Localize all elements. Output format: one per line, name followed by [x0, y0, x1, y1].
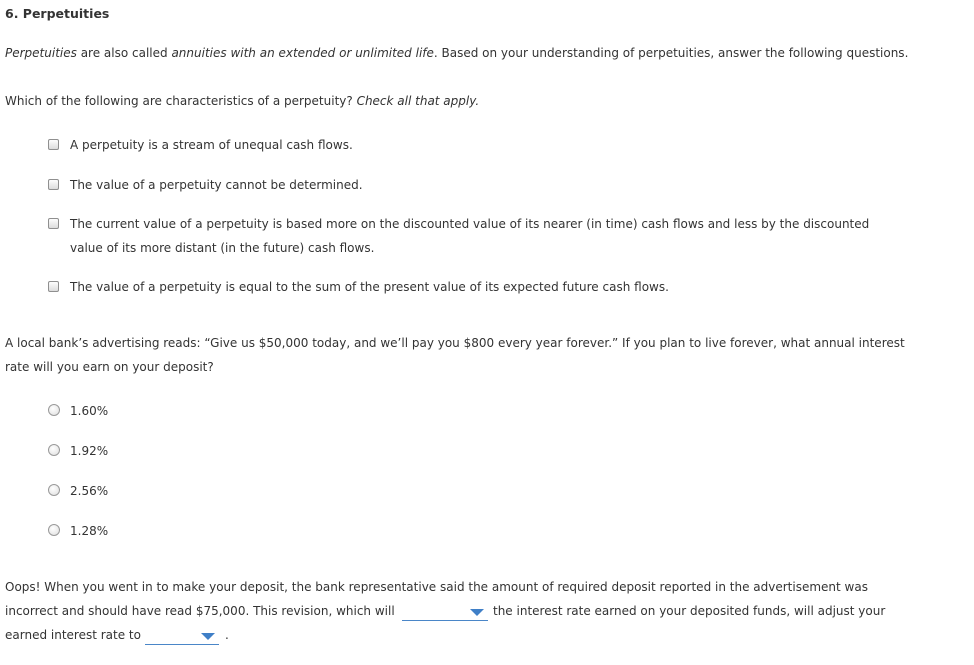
- q1-instruction: Check all that apply.: [356, 94, 480, 108]
- section-title: 6. Perpetuities: [5, 6, 110, 21]
- intro-text: Perpetuities are also called annuities with an extended or unlimited life. Based on your understanding of perpetuities, answer the following questions.: [5, 46, 909, 60]
- q1-option-2-label: The value of a perpetuity cannot be determined.: [70, 178, 363, 192]
- q2-prompt-line2: rate will you earn on your deposit?: [5, 360, 214, 374]
- q1-option-1-label: A perpetuity is a stream of unequal cash flows.: [70, 138, 353, 152]
- intro-definition: annuities with an extended or unlimited life: [171, 46, 434, 60]
- q2-option-3-radio[interactable]: [48, 484, 60, 496]
- q2-option-4-label: 1.28%: [70, 524, 109, 538]
- q1-option-1-checkbox[interactable]: [48, 139, 59, 150]
- q1-option-4-label: The value of a perpetuity is equal to the sum of the present value of its expected future cash flows.: [70, 280, 669, 294]
- q2-option-1-radio[interactable]: [48, 404, 60, 416]
- q1-option-3-label-line1: The current value of a perpetuity is based more on the discounted value of its nearer (in time) cash flows and less by the discounted: [70, 217, 870, 231]
- q2-option-1-label: 1.60%: [70, 404, 109, 418]
- intro-term: Perpetuities: [5, 46, 77, 60]
- chevron-down-icon: [470, 609, 484, 616]
- q2-option-2-radio[interactable]: [48, 444, 60, 456]
- chevron-down-icon: [201, 633, 215, 640]
- q3-rate-dropdown[interactable]: [145, 627, 219, 645]
- q3-text-line2-after: the interest rate earned on your deposited funds, will adjust your: [493, 604, 886, 618]
- q2-option-4-radio[interactable]: [48, 524, 60, 536]
- q3-text-line2-before: incorrect and should have read $75,000. This revision, which will: [5, 604, 395, 618]
- q2-prompt-line1: A local bank’s advertising reads: “Give us $50,000 today, and we’ll pay you $800 every year forever.” If you plan to live forever, what annual interest: [5, 336, 905, 350]
- q3-text-line3-after: .: [225, 628, 229, 642]
- q2-option-3-label: 2.56%: [70, 484, 109, 498]
- q3-text-line3-before: earned interest rate to: [5, 628, 141, 642]
- q1-option-2-checkbox[interactable]: [48, 179, 59, 190]
- q3-effect-dropdown[interactable]: [402, 603, 488, 621]
- q1-prompt: Which of the following are characteristics of a perpetuity? Check all that apply.: [5, 94, 480, 108]
- q2-option-2-label: 1.92%: [70, 444, 109, 458]
- q1-option-3-checkbox[interactable]: [48, 218, 59, 229]
- q1-option-3-label-line2: value of its more distant (in the future) cash flows.: [70, 241, 375, 255]
- q3-text-line1: Oops! When you went in to make your deposit, the bank representative said the amount of required deposit reported in the advertisement was: [5, 580, 868, 594]
- q1-option-4-checkbox[interactable]: [48, 281, 59, 292]
